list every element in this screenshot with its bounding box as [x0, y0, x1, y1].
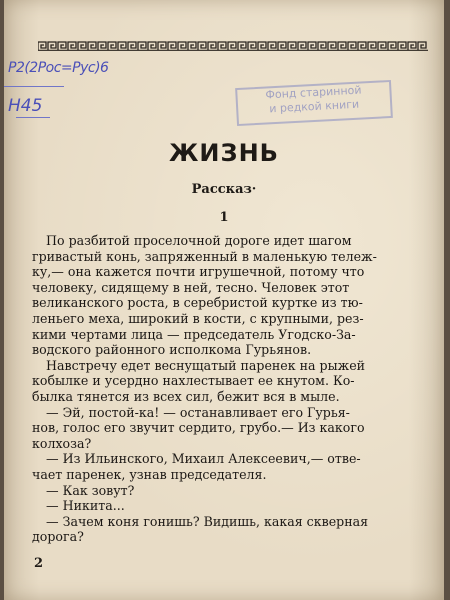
text-line: гривастый конь, запряженный в маленькую тележ-	[32, 248, 377, 264]
greek-key-ornament	[38, 41, 428, 51]
text-line: Навстречу едет веснущатый паренек на рыжей	[46, 357, 366, 373]
story-title: ЖИЗНЬ	[169, 139, 279, 167]
book-page	[4, 0, 444, 600]
page-number: 2	[34, 556, 44, 571]
stamp-line: и редкой книги	[268, 97, 360, 116]
text-line: — Эй, постой-ка! — останавливает его Гурья-	[46, 404, 350, 420]
text-line: человеку, сидящему в ней, тесно. Человек этот	[32, 279, 350, 295]
text-line: кими чертами лица — председатель Угодско-За-	[32, 326, 356, 342]
library-stamp	[235, 80, 393, 126]
text-line: чает паренек, узнав председателя.	[32, 466, 267, 482]
text-line: великанского роста, в серебристой куртке из тю-	[32, 295, 363, 311]
text-line: водского районного исполкома Гурьянов.	[32, 342, 312, 358]
text-line: былка тянется из всех сил, бежит вся в мыле.	[32, 388, 340, 404]
handwritten-underline	[16, 117, 50, 118]
text-line: дорога?	[32, 529, 84, 545]
text-line: кобылке и усердно нахлестывает ее кнутом. Ко-	[32, 373, 355, 389]
text-line: — Зачем коня гонишь? Видишь, какая скверная	[46, 513, 369, 529]
handwritten-number: Н45	[8, 96, 43, 116]
story-subtitle: Рассказ·	[191, 182, 257, 197]
text-line: — Никита...	[46, 498, 125, 514]
text-line: леньего меха, широкий в кости, с крупными, рез-	[32, 310, 364, 326]
stamp-line: Фонд старинной	[265, 83, 362, 102]
text-line: нов, голос его звучит сердито, грубо.— Из какого	[32, 420, 365, 436]
chapter-number: 1	[219, 210, 229, 225]
handwritten-shelfmark: Р2(2Рос=Рус)6	[8, 60, 109, 76]
text-line: ку,— она кажется почти игрушечной, потому что	[32, 264, 365, 280]
text-line: — Как зовут?	[46, 482, 135, 498]
story-text	[32, 233, 408, 545]
text-line: колхоза?	[32, 435, 92, 451]
handwritten-underline	[4, 86, 64, 87]
text-line: — Из Ильинского, Михаил Алексеевич,— отве-	[46, 451, 361, 467]
text-line: По разбитой проселочной дороге идет шагом	[46, 233, 352, 248]
